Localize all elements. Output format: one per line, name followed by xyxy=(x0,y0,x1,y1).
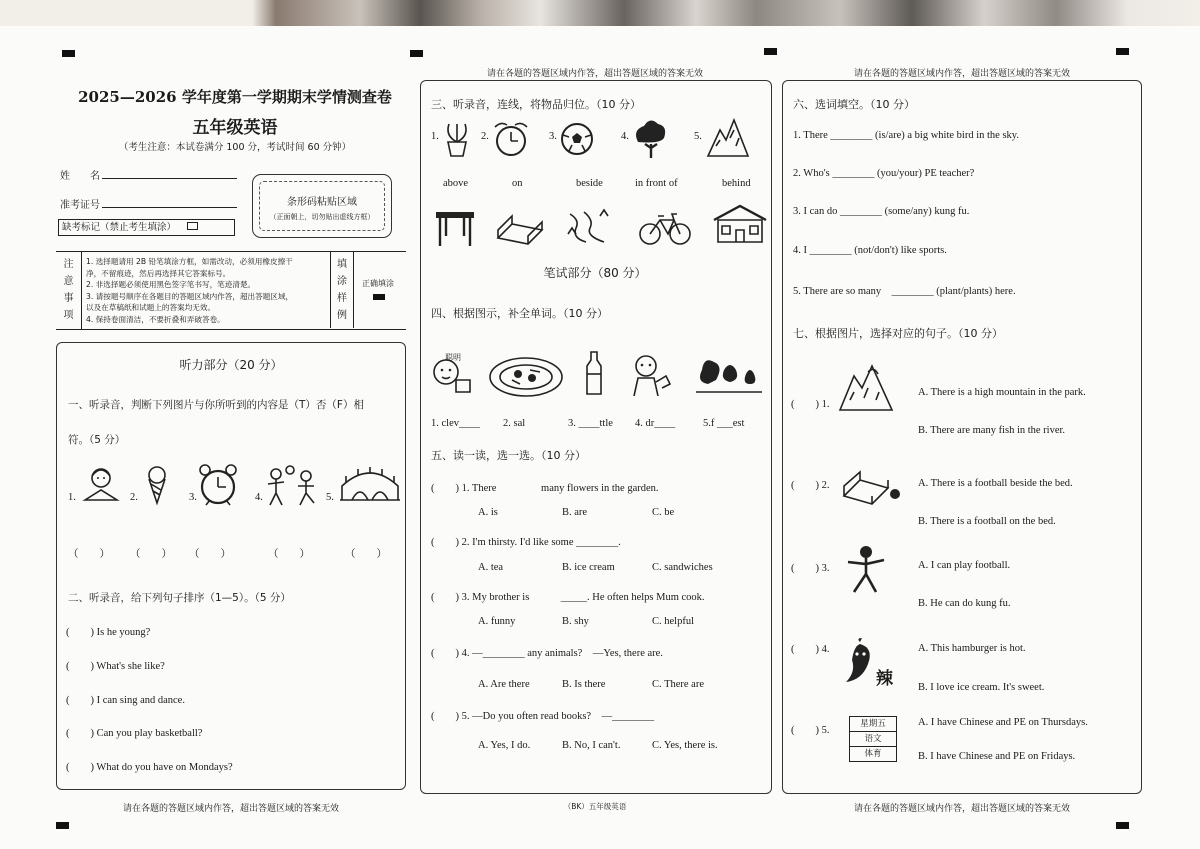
q5-option[interactable]: B. are xyxy=(562,507,588,518)
header-note: 请在各题的答题区域内作答，超出答题区域的答案无效 xyxy=(853,69,1070,79)
q1-num: 2. xyxy=(130,492,138,503)
fill-head-char: 填 xyxy=(337,259,347,270)
q7-option[interactable]: B. I have Chinese and PE on Fridays. xyxy=(918,751,1076,762)
forest-icon xyxy=(694,350,764,394)
notice-item: 以及在草稿纸和试题上的答案均无效。 xyxy=(86,303,216,312)
kids-playing-ball-icon xyxy=(262,464,324,508)
q6-item: 5. There are so many ________ (plant/plants) here. xyxy=(793,286,1016,297)
mountain-icon xyxy=(706,116,750,160)
q4-item: 1. clev____ xyxy=(431,418,480,429)
absent-mark-box xyxy=(58,219,235,236)
q4-title: 四、根据图示，补全单词。（10 分） xyxy=(431,307,608,320)
house-icon xyxy=(712,204,768,244)
q3-title: 三、听录音，连线，将物品归位。（10 分） xyxy=(431,98,641,111)
q5-question: ( ) 3. My brother is _____. He often helps Mum cook. xyxy=(431,592,705,603)
notice-item: 4. 保持卷面清洁，不要折叠和弄破答卷。 xyxy=(86,314,225,324)
schedule-subject: 体育 xyxy=(864,749,882,759)
id-label: 准考证号 xyxy=(60,200,100,211)
notice-head-char: 注 xyxy=(63,259,74,270)
q1-answer-blank[interactable]: （ ） xyxy=(189,549,231,560)
q1-num: 5. xyxy=(326,492,334,503)
q5-option[interactable]: A. is xyxy=(478,507,498,518)
q3-word: in front of xyxy=(635,178,678,189)
barcode-title: 条形码粘贴区域 xyxy=(287,197,357,208)
q5-option[interactable]: C. There are xyxy=(652,679,704,690)
listening-title: 听力部分（20 分） xyxy=(179,358,283,372)
girl-reading-icon xyxy=(80,464,122,506)
q7-number: ( ) 3. xyxy=(791,563,830,574)
q3-word: on xyxy=(512,178,523,189)
notice-head-char: 事 xyxy=(63,293,74,304)
q5-option[interactable]: B. shy xyxy=(562,616,589,627)
q5-option[interactable]: A. Are there xyxy=(478,679,530,690)
registration-mark xyxy=(1116,822,1129,829)
q5-title: 五、读一读，选一选。（10 分） xyxy=(431,449,586,462)
q4-item: 2. sal xyxy=(503,418,526,429)
q4-item: 3. ____ttle xyxy=(568,418,613,429)
notice-item: 3. 请按题号顺序在各题目的答题区域内作答，超出答题区域， xyxy=(86,291,294,301)
q4-item: 5.f ___est xyxy=(703,418,745,429)
absent-label: 缺考标记（禁止考生填涂） xyxy=(62,222,177,233)
written-title: 笔试部分（80 分） xyxy=(543,266,647,280)
q1-answer-blank[interactable]: （ ） xyxy=(68,549,110,560)
q1-title: 一、听录音，判断下列图片与你所听到的内容是（T）否（F）相 xyxy=(68,399,364,411)
registration-mark xyxy=(1116,48,1129,55)
kung-fu-man-icon xyxy=(844,544,890,594)
tree-icon xyxy=(632,118,670,160)
q1-answer-blank[interactable]: （ ） xyxy=(130,549,172,560)
q7-option[interactable]: B. There are many fish in the river. xyxy=(918,425,1066,436)
q5-option[interactable]: A. tea xyxy=(478,562,504,573)
notice-head-char: 意 xyxy=(63,276,74,287)
absent-checkbox[interactable] xyxy=(187,222,198,230)
fill-correct-sample xyxy=(373,294,385,300)
q7-title: 七、根据图片，选择对应的句子。（10 分） xyxy=(793,327,1003,340)
bridge-icon xyxy=(338,466,402,504)
q5-question: ( ) 2. I'm thirsty. I'd like some ________. xyxy=(431,537,621,548)
q5-question: ( ) 5. —Do you often read books? —________ xyxy=(431,711,655,722)
spicy-character: 辣 xyxy=(876,669,893,689)
q7-option[interactable]: B. There is a football on the bed. xyxy=(918,516,1056,527)
q7-number: ( ) 2. xyxy=(791,480,830,491)
q6-item: 3. I can do ________ (some/any) kung fu. xyxy=(793,206,970,217)
q1-answer-blank[interactable]: （ ） xyxy=(268,549,310,560)
q1-num: 1. xyxy=(68,492,76,503)
registration-mark xyxy=(56,822,69,829)
barcode-area xyxy=(252,174,392,238)
q6-item: 2. Who's ________ (you/your) PE teacher? xyxy=(793,168,975,179)
q7-option[interactable]: A. There is a football beside the bed. xyxy=(918,478,1073,489)
notice-head-char: 项 xyxy=(63,310,74,321)
q7-number: ( ) 5. xyxy=(791,725,830,736)
ice-cream-icon xyxy=(142,464,172,508)
q3-word: beside xyxy=(576,178,603,189)
river-icon xyxy=(566,208,616,246)
q1-num: 4. xyxy=(255,492,263,503)
q2-title: 二、听录音，给下列句子排序（1—5）。（5 分） xyxy=(68,592,291,604)
bicycle-icon xyxy=(638,208,692,246)
table-icon xyxy=(434,206,476,248)
schedule-subject: 语文 xyxy=(850,732,896,747)
exam-note: （考生注意：本试卷满分 100 分，考试时间 60 分钟） xyxy=(118,142,352,153)
q5-question: ( ) 4. —________ any animals? —Yes, there are. xyxy=(431,648,663,659)
q5-question: ( ) 1. There many flowers in the garden. xyxy=(431,483,659,494)
q7-option[interactable]: A. There is a high mountain in the park. xyxy=(918,387,1086,398)
background-strip xyxy=(0,0,1200,26)
registration-mark xyxy=(62,50,75,57)
q3-num: 4. xyxy=(621,131,629,142)
notice-item: 2. 非选择题必须使用黑色签字笔书写，笔迹清楚。 xyxy=(86,280,256,289)
q5-option[interactable]: B. ice cream xyxy=(562,562,615,573)
alarm-clock-icon xyxy=(196,461,240,509)
bed-icon xyxy=(494,208,544,246)
fill-example-head xyxy=(330,251,354,328)
page-code: （BK）五年级英语 xyxy=(563,802,627,811)
clever-label: 聪明 xyxy=(445,353,461,362)
name-field[interactable] xyxy=(102,178,237,179)
q6-item: 4. I ________ (not/don't) like sports. xyxy=(793,245,947,256)
q3-word: behind xyxy=(722,178,751,189)
bed-with-football-icon xyxy=(840,464,902,508)
fill-correct-label: 正确填涂 xyxy=(362,279,394,288)
salad-plate-icon xyxy=(488,356,564,398)
q3-num: 1. xyxy=(431,131,439,142)
q7-option[interactable]: B. I love ice cream. It's sweet. xyxy=(918,682,1045,693)
q7-number: ( ) 4. xyxy=(791,644,830,655)
q7-option[interactable]: B. He can do kung fu. xyxy=(918,598,1011,609)
notice-item: 净，不留痕迹，然后再选择其它答案标号。 xyxy=(86,268,231,278)
q2-item: ( ) Can you play basketball? xyxy=(66,728,203,739)
registration-mark xyxy=(764,48,777,55)
football-icon xyxy=(559,121,595,157)
q4-item: 4. dr____ xyxy=(635,418,676,429)
q7-option[interactable]: A. I have Chinese and PE on Thursdays. xyxy=(918,717,1088,728)
bottle-icon xyxy=(583,350,605,396)
q7-option[interactable]: A. This hamburger is hot. xyxy=(918,643,1026,654)
q2-item: ( ) What do you have on Mondays? xyxy=(66,762,233,773)
q3-word: above xyxy=(443,178,469,189)
footer-note: 请在各题的答题区域内作答，超出答题区域的答案无效 xyxy=(853,804,1070,814)
potted-plant-icon xyxy=(442,120,472,158)
name-label: 姓 名 xyxy=(60,171,100,182)
q3-num: 2. xyxy=(481,131,489,142)
notice-item: 1. 选择题请用 2B 铅笔填涂方框，如需改动，必须用橡皮擦干 xyxy=(86,257,293,266)
alarm-clock-icon xyxy=(491,119,531,159)
fill-head-char: 例 xyxy=(337,310,347,321)
q2-item: ( ) I can sing and dance. xyxy=(66,695,185,706)
q2-item: ( ) Is he young? xyxy=(66,627,151,638)
q2-item: ( ) What's she like? xyxy=(66,661,165,672)
mountain-icon xyxy=(838,364,894,412)
q5-option[interactable]: A. Yes, I do. xyxy=(478,740,531,751)
footer-note: 请在各题的答题区域内作答，超出答题区域的答案无效 xyxy=(122,804,339,814)
schedule-table xyxy=(849,716,897,762)
q7-number: ( ) 1. xyxy=(791,399,830,410)
exam-subtitle: 五年级英语 xyxy=(192,118,278,138)
fill-head-char: 涂 xyxy=(337,276,347,287)
q5-option[interactable]: C. be xyxy=(652,507,675,518)
q5-option[interactable]: C. helpful xyxy=(652,616,694,627)
schedule-day: 星期五 xyxy=(850,717,896,732)
chili-pepper-icon xyxy=(840,636,880,684)
registration-mark xyxy=(410,50,423,57)
q5-option[interactable]: B. Is there xyxy=(562,679,606,690)
fill-head-char: 样 xyxy=(337,293,347,304)
girl-drawing-icon xyxy=(626,352,672,396)
exam-title: 2025—2026 学年度第一学期期末学情测查卷 xyxy=(78,88,392,106)
q5-option[interactable]: B. No, I can't. xyxy=(562,740,621,751)
q1-title-cont: 符。（5 分） xyxy=(68,434,126,446)
q5-option[interactable]: C. Yes, there is. xyxy=(652,740,718,751)
q5-option[interactable]: A. funny xyxy=(478,616,516,627)
q1-num: 3. xyxy=(189,492,197,503)
q1-answer-blank[interactable]: （ ） xyxy=(345,549,387,560)
q6-title: 六、选词填空。（10 分） xyxy=(793,98,915,111)
id-field[interactable] xyxy=(102,207,237,208)
q3-num: 5. xyxy=(694,131,702,142)
barcode-note: （正面朝上，切勿贴出虚线方框） xyxy=(269,213,375,221)
header-note: 请在各题的答题区域内作答，超出答题区域的答案无效 xyxy=(486,69,703,79)
q6-item: 1. There ________ (is/are) a big white bird in the sky. xyxy=(793,130,1019,141)
q7-option[interactable]: A. I can play football. xyxy=(918,560,1011,571)
q5-option[interactable]: C. sandwiches xyxy=(652,562,713,573)
q3-num: 3. xyxy=(549,131,557,142)
